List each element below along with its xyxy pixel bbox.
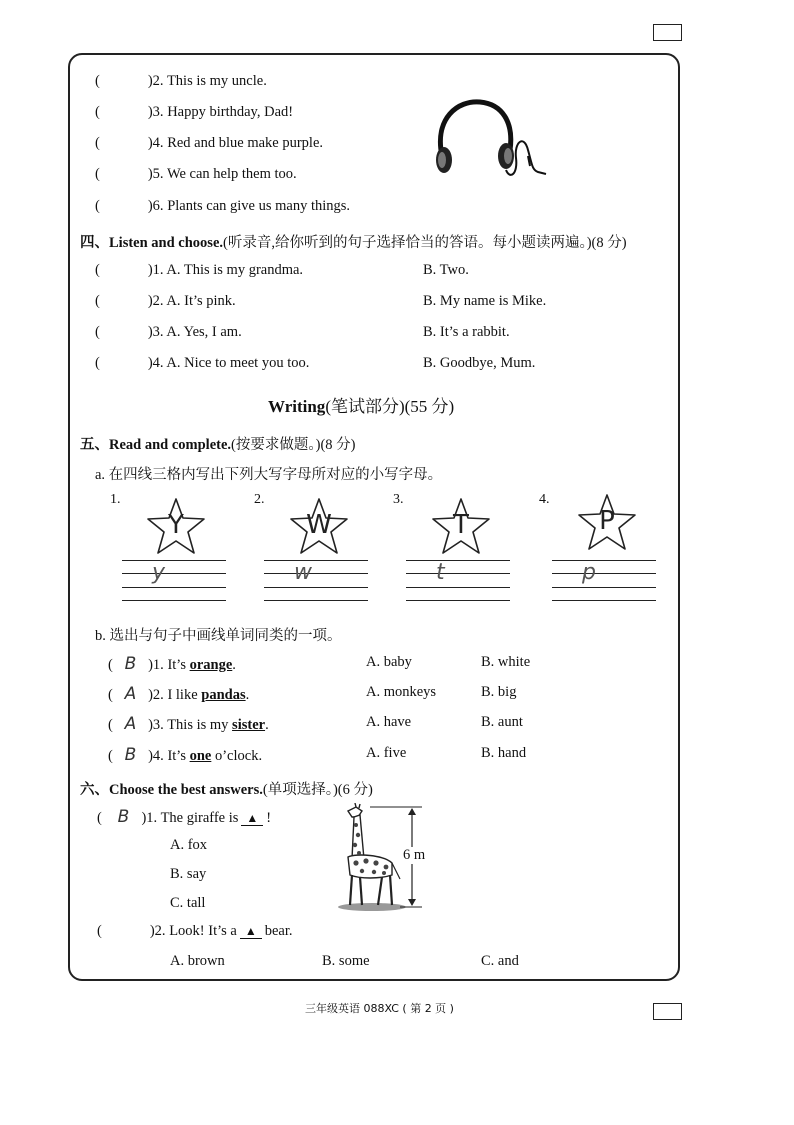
option-b: B. white <box>481 654 531 670</box>
list-item: ( )2. This is my uncle. <box>95 73 267 89</box>
section-instruction: (单项选择。)(6 分) <box>262 782 373 798</box>
option-a: A. five <box>366 745 407 761</box>
underlined-word: one <box>189 748 212 764</box>
uppercase-letter: W <box>306 510 332 540</box>
star-w <box>288 496 350 558</box>
underlined-word: orange <box>189 657 233 673</box>
list-item: ( )4. A. Nice to meet you too. <box>95 355 310 371</box>
sentence-end: . <box>245 687 250 703</box>
four-line-grid <box>122 560 226 604</box>
item-number: )1. <box>147 262 164 278</box>
item-number: )4. <box>147 355 164 371</box>
star-y <box>145 496 207 558</box>
item-number: )2. <box>149 923 166 939</box>
option-a: A. Yes, I am. <box>166 324 242 340</box>
item-number: )3. <box>147 104 164 120</box>
item-number: )5. <box>147 166 164 182</box>
option-a: A. Nice to meet you too. <box>166 355 310 371</box>
option-a: A. have <box>366 714 412 730</box>
option-a: A. monkeys <box>366 684 437 700</box>
list-item: ( B )1. It’s orange. <box>108 654 236 674</box>
letter-number: 4. <box>539 492 550 507</box>
sentence-end: ! <box>266 810 272 826</box>
option-b: B. Two. <box>423 262 469 278</box>
list-item: ( A )3. This is my sister. <box>108 714 269 734</box>
handwritten-answer: A <box>124 714 137 734</box>
item-number: )1. <box>141 810 158 826</box>
option-c: C. tall <box>170 895 206 911</box>
four-line-grid <box>264 560 368 604</box>
option-b: B. It’s a rabbit. <box>423 324 510 340</box>
blank-marker: ▲ <box>240 924 262 939</box>
sentence-start: This is my <box>167 717 233 733</box>
item-number: )1. <box>148 657 164 673</box>
writing-subtitle: (笔试部分)(55 分) <box>325 397 455 416</box>
item-number: )2. <box>147 73 164 89</box>
four-line-grid <box>406 560 510 604</box>
corner-box-top <box>653 24 682 41</box>
option-b: B. some <box>322 953 370 969</box>
star-p <box>576 492 638 554</box>
underlined-word: pandas <box>201 687 246 703</box>
sentence-start: I like <box>167 687 202 703</box>
part-a-instruction: a. 在四线三格内写出下列大写字母所对应的小写字母。 <box>95 467 443 483</box>
section-instruction: (听录音,给你听到的句子选择恰当的答语。每小题读两遍。)(8 分) <box>223 235 627 251</box>
item-number: )3. <box>148 717 164 733</box>
sentence-start: Look! It’s a <box>169 923 237 939</box>
option-b: B. hand <box>481 745 527 761</box>
item-number: )3. <box>147 324 164 340</box>
part-b-instruction: b. 选出与句子中画线单词同类的一项。 <box>95 628 342 644</box>
item-number: )6. <box>147 198 164 214</box>
list-item: ( )4. Red and blue make purple. <box>95 135 324 151</box>
question-1: ( B )1. The giraffe is ▲ ! <box>97 807 272 827</box>
list-item: ( )2. A. It’s pink. <box>95 293 236 309</box>
star-t <box>430 496 492 558</box>
corner-box-bottom <box>653 1003 682 1020</box>
option-c: C. and <box>481 953 519 969</box>
uppercase-letter: P <box>599 506 615 536</box>
height-label: 6 m <box>403 847 426 863</box>
handwritten-answer: y <box>152 560 166 585</box>
item-text: This is my uncle. <box>166 73 267 89</box>
handwritten-answer: B <box>124 654 137 674</box>
sentence-end: . <box>232 657 236 673</box>
list-item: ( )3. A. Yes, I am. <box>95 324 242 340</box>
section5-title <box>80 433 356 454</box>
underlined-word: sister <box>232 717 266 733</box>
handwritten-answer: t <box>436 560 445 585</box>
handwritten-answer: B <box>124 745 137 765</box>
letter-number: 2. <box>254 492 265 507</box>
list-item: ( )1. A. This is my grandma. <box>95 262 304 278</box>
option-a: A. This is my grandma. <box>166 262 304 278</box>
uppercase-letter: T <box>453 510 469 540</box>
letter-number: 1. <box>110 492 121 507</box>
sentence-end: bear. <box>264 923 293 939</box>
item-text: Plants can give us many things. <box>167 198 351 214</box>
option-b: B. My name is Mike. <box>423 293 547 309</box>
option-b: B. Goodbye, Mum. <box>423 355 536 371</box>
list-item: ( )5. We can help them too. <box>95 166 297 182</box>
list-item: ( )6. Plants can give us many things. <box>95 198 351 214</box>
section-instruction: (按要求做题。)(8 分) <box>231 437 356 453</box>
section-heading: 四、Listen and choose. <box>80 235 224 251</box>
sentence-start: It’s <box>167 657 190 673</box>
writing-heading: Writing <box>268 397 326 416</box>
item-text: We can help them too. <box>166 166 297 182</box>
option-a: A. fox <box>170 837 208 853</box>
blank-marker: ▲ <box>241 811 263 826</box>
option-b: B. say <box>170 866 207 882</box>
question-2: ( )2. Look! It’s a ▲ bear. <box>97 923 293 939</box>
item-number: )4. <box>148 748 164 764</box>
option-a: A. baby <box>366 654 412 670</box>
item-number: )2. <box>147 293 164 309</box>
list-item: ( B )4. It’s one o’clock. <box>108 745 263 765</box>
section-heading: 五、Read and complete. <box>80 437 232 453</box>
item-text: Red and blue make purple. <box>167 135 324 151</box>
section4-title <box>80 231 627 252</box>
headphones-icon <box>428 98 550 184</box>
list-item: ( )3. Happy birthday, Dad! <box>95 104 294 120</box>
sentence-start: It’s <box>167 748 190 764</box>
option-b: B. big <box>481 684 517 700</box>
list-item: ( A )2. I like pandas. <box>108 684 250 704</box>
handwritten-answer: B <box>117 807 130 827</box>
sentence-end: o’clock. <box>211 748 263 764</box>
letter-number: 3. <box>393 492 404 507</box>
option-a: A. brown <box>170 953 225 969</box>
sentence-start: The giraffe is <box>160 810 239 826</box>
four-line-grid <box>552 560 656 604</box>
writing-title <box>268 392 454 417</box>
page-footer: 三年级英语 088XC ( 第 2 页 ) <box>305 1002 454 1015</box>
sentence-end: . <box>265 717 269 733</box>
uppercase-letter: Y <box>168 510 184 540</box>
option-a: A. It’s pink. <box>166 293 236 309</box>
handwritten-answer: A <box>124 684 137 704</box>
section6-title <box>80 778 373 799</box>
handwritten-answer: p <box>582 560 596 585</box>
item-number: )2. <box>148 687 164 703</box>
item-number: )4. <box>147 135 164 151</box>
handwritten-answer: w <box>294 560 312 585</box>
item-text: Happy birthday, Dad! <box>167 104 294 120</box>
section-heading: 六、Choose the best answers. <box>80 782 263 798</box>
option-b: B. aunt <box>481 714 523 730</box>
